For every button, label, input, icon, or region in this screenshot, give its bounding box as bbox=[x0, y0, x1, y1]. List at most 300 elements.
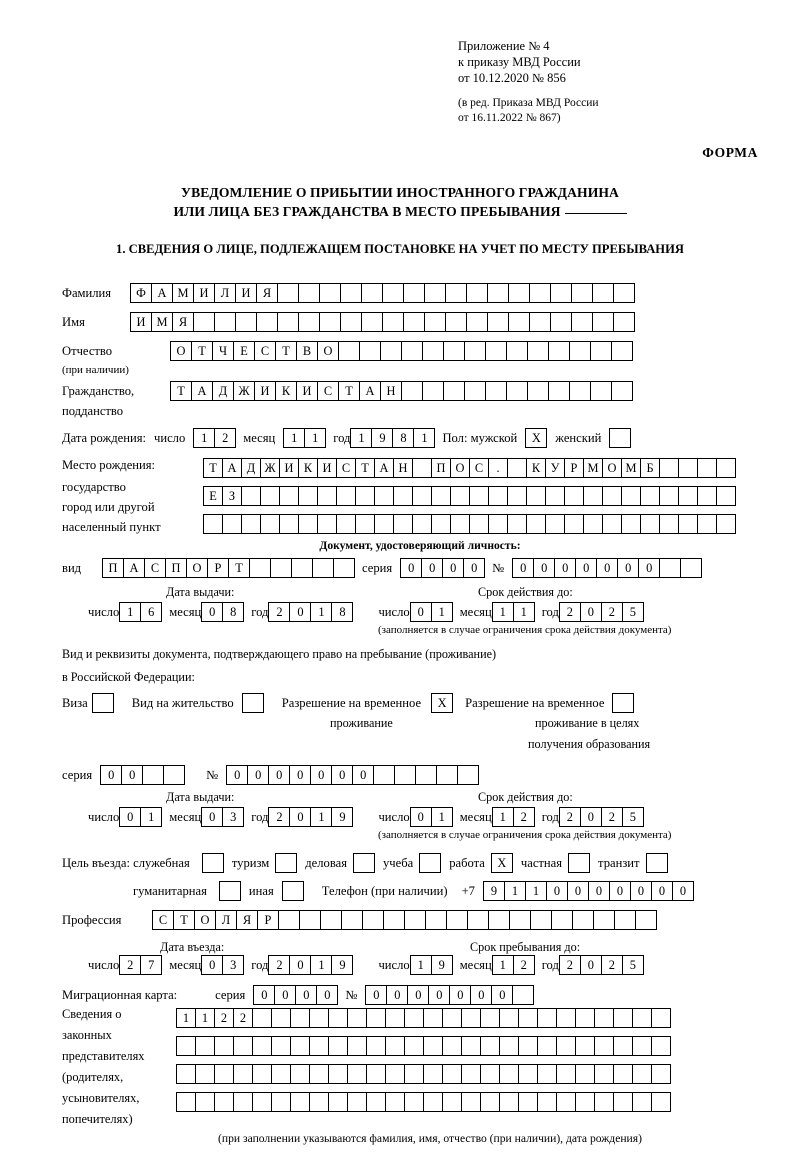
char-cell[interactable] bbox=[716, 514, 736, 534]
char-cell[interactable]: 7 bbox=[140, 955, 162, 975]
char-cell[interactable] bbox=[548, 381, 570, 401]
char-cell[interactable]: Ж bbox=[233, 381, 255, 401]
char-cell[interactable]: 0 bbox=[428, 985, 450, 1005]
char-cell[interactable]: 9 bbox=[371, 428, 393, 448]
char-cell[interactable] bbox=[271, 1092, 291, 1112]
char-cell[interactable]: 2 bbox=[601, 602, 623, 622]
char-cell[interactable] bbox=[271, 1064, 291, 1084]
char-cell[interactable] bbox=[508, 283, 530, 303]
birth-place-input-1[interactable] bbox=[203, 458, 735, 478]
char-cell[interactable] bbox=[374, 514, 394, 534]
char-cell[interactable]: Д bbox=[241, 458, 261, 478]
stay-month-input[interactable] bbox=[492, 955, 534, 975]
sex-female-checkbox[interactable] bbox=[609, 428, 631, 448]
char-cell[interactable]: 0 bbox=[630, 881, 652, 901]
char-cell[interactable] bbox=[328, 1064, 348, 1084]
char-cell[interactable] bbox=[632, 1036, 652, 1056]
char-cell[interactable] bbox=[347, 1008, 367, 1028]
char-cell[interactable] bbox=[527, 381, 549, 401]
char-cell[interactable]: А bbox=[151, 283, 173, 303]
char-cell[interactable]: 2 bbox=[233, 1008, 253, 1028]
purpose-humanitarian-checkbox[interactable] bbox=[219, 881, 241, 901]
char-cell[interactable]: О bbox=[450, 458, 470, 478]
char-cell[interactable] bbox=[613, 1064, 633, 1084]
char-cell[interactable] bbox=[393, 514, 413, 534]
char-cell[interactable]: 0 bbox=[546, 881, 568, 901]
char-cell[interactable]: 0 bbox=[449, 985, 471, 1005]
char-cell[interactable]: 0 bbox=[201, 602, 223, 622]
char-cell[interactable]: Я bbox=[236, 910, 258, 930]
char-cell[interactable] bbox=[290, 1008, 310, 1028]
char-cell[interactable] bbox=[512, 985, 534, 1005]
stay-valid-year-input[interactable] bbox=[559, 807, 643, 827]
stay-doc-number-input[interactable] bbox=[226, 765, 478, 785]
char-cell[interactable]: О bbox=[317, 341, 339, 361]
char-cell[interactable] bbox=[651, 1008, 671, 1028]
char-cell[interactable] bbox=[404, 1064, 424, 1084]
char-cell[interactable] bbox=[195, 1036, 215, 1056]
char-cell[interactable] bbox=[359, 341, 381, 361]
birth-year-input[interactable] bbox=[350, 428, 434, 448]
patronymic-input[interactable] bbox=[170, 341, 632, 361]
char-cell[interactable] bbox=[659, 558, 681, 578]
char-cell[interactable] bbox=[214, 1092, 234, 1112]
char-cell[interactable]: 0 bbox=[407, 985, 429, 1005]
char-cell[interactable] bbox=[613, 1092, 633, 1112]
char-cell[interactable]: Т bbox=[338, 381, 360, 401]
char-cell[interactable]: И bbox=[193, 283, 215, 303]
char-cell[interactable] bbox=[271, 1008, 291, 1028]
char-cell[interactable] bbox=[518, 1036, 538, 1056]
char-cell[interactable]: 0 bbox=[100, 765, 122, 785]
char-cell[interactable]: 1 bbox=[119, 602, 141, 622]
char-cell[interactable] bbox=[249, 558, 271, 578]
char-cell[interactable] bbox=[404, 1008, 424, 1028]
char-cell[interactable] bbox=[450, 486, 470, 506]
char-cell[interactable]: Ж bbox=[260, 458, 280, 478]
char-cell[interactable]: 1 bbox=[410, 955, 432, 975]
char-cell[interactable] bbox=[507, 514, 527, 534]
char-cell[interactable]: 2 bbox=[559, 955, 581, 975]
char-cell[interactable]: З bbox=[222, 486, 242, 506]
char-cell[interactable]: 0 bbox=[386, 985, 408, 1005]
char-cell[interactable]: 0 bbox=[580, 602, 602, 622]
char-cell[interactable] bbox=[142, 765, 164, 785]
char-cell[interactable] bbox=[277, 283, 299, 303]
char-cell[interactable]: М bbox=[621, 458, 641, 478]
char-cell[interactable] bbox=[464, 381, 486, 401]
char-cell[interactable] bbox=[163, 765, 185, 785]
char-cell[interactable]: 0 bbox=[352, 765, 374, 785]
char-cell[interactable] bbox=[362, 910, 384, 930]
char-cell[interactable]: Ч bbox=[212, 341, 234, 361]
char-cell[interactable]: Т bbox=[191, 341, 213, 361]
purpose-other-checkbox[interactable] bbox=[282, 881, 304, 901]
char-cell[interactable]: 0 bbox=[310, 765, 332, 785]
char-cell[interactable]: Р bbox=[564, 458, 584, 478]
char-cell[interactable] bbox=[423, 1092, 443, 1112]
char-cell[interactable] bbox=[590, 341, 612, 361]
char-cell[interactable]: О bbox=[194, 910, 216, 930]
char-cell[interactable]: 2 bbox=[559, 807, 581, 827]
char-cell[interactable] bbox=[328, 1092, 348, 1112]
identity-doc-series-input[interactable] bbox=[400, 558, 484, 578]
char-cell[interactable]: 2 bbox=[268, 955, 290, 975]
char-cell[interactable]: 1 bbox=[310, 602, 332, 622]
char-cell[interactable] bbox=[545, 486, 565, 506]
char-cell[interactable] bbox=[621, 514, 641, 534]
reps-input-3[interactable] bbox=[176, 1064, 670, 1084]
identity-valid-year-input[interactable] bbox=[559, 602, 643, 622]
char-cell[interactable] bbox=[290, 1092, 310, 1112]
char-cell[interactable]: 3 bbox=[222, 955, 244, 975]
char-cell[interactable]: С bbox=[317, 381, 339, 401]
char-cell[interactable] bbox=[602, 486, 622, 506]
char-cell[interactable]: 1 bbox=[431, 807, 453, 827]
char-cell[interactable] bbox=[480, 1064, 500, 1084]
char-cell[interactable]: 0 bbox=[580, 807, 602, 827]
char-cell[interactable]: 1 bbox=[413, 428, 435, 448]
char-cell[interactable]: М bbox=[583, 458, 603, 478]
char-cell[interactable] bbox=[518, 1092, 538, 1112]
char-cell[interactable]: 0 bbox=[588, 881, 610, 901]
char-cell[interactable] bbox=[466, 312, 488, 332]
char-cell[interactable]: 0 bbox=[121, 765, 143, 785]
char-cell[interactable]: 1 bbox=[525, 881, 547, 901]
char-cell[interactable]: 0 bbox=[253, 985, 275, 1005]
char-cell[interactable]: 1 bbox=[140, 807, 162, 827]
char-cell[interactable] bbox=[270, 558, 292, 578]
char-cell[interactable]: 1 bbox=[176, 1008, 196, 1028]
char-cell[interactable] bbox=[347, 1064, 367, 1084]
char-cell[interactable] bbox=[347, 1092, 367, 1112]
char-cell[interactable] bbox=[461, 1092, 481, 1112]
char-cell[interactable] bbox=[526, 514, 546, 534]
char-cell[interactable]: 0 bbox=[331, 765, 353, 785]
char-cell[interactable]: . bbox=[488, 458, 508, 478]
char-cell[interactable] bbox=[423, 1008, 443, 1028]
char-cell[interactable] bbox=[412, 458, 432, 478]
char-cell[interactable] bbox=[291, 558, 313, 578]
char-cell[interactable]: 8 bbox=[392, 428, 414, 448]
char-cell[interactable] bbox=[404, 1092, 424, 1112]
residence-permit-checkbox[interactable] bbox=[242, 693, 264, 713]
char-cell[interactable] bbox=[341, 910, 363, 930]
char-cell[interactable]: 0 bbox=[651, 881, 673, 901]
char-cell[interactable] bbox=[382, 312, 404, 332]
char-cell[interactable] bbox=[366, 1064, 386, 1084]
char-cell[interactable]: Т bbox=[228, 558, 250, 578]
char-cell[interactable]: 0 bbox=[400, 558, 422, 578]
char-cell[interactable] bbox=[404, 910, 426, 930]
char-cell[interactable] bbox=[298, 283, 320, 303]
char-cell[interactable]: 1 bbox=[350, 428, 372, 448]
char-cell[interactable]: 0 bbox=[672, 881, 694, 901]
char-cell[interactable]: Т bbox=[355, 458, 375, 478]
char-cell[interactable] bbox=[611, 381, 633, 401]
char-cell[interactable]: Л bbox=[215, 910, 237, 930]
char-cell[interactable]: 0 bbox=[410, 602, 432, 622]
char-cell[interactable] bbox=[385, 1064, 405, 1084]
char-cell[interactable] bbox=[385, 1036, 405, 1056]
char-cell[interactable]: 0 bbox=[617, 558, 639, 578]
char-cell[interactable]: П bbox=[431, 458, 451, 478]
char-cell[interactable]: 1 bbox=[513, 602, 535, 622]
char-cell[interactable]: И bbox=[317, 458, 337, 478]
char-cell[interactable] bbox=[564, 514, 584, 534]
char-cell[interactable]: Б bbox=[640, 458, 660, 478]
char-cell[interactable] bbox=[457, 765, 479, 785]
identity-doc-number-input[interactable] bbox=[512, 558, 701, 578]
char-cell[interactable] bbox=[450, 514, 470, 534]
char-cell[interactable] bbox=[575, 1008, 595, 1028]
stay-issue-year-input[interactable] bbox=[268, 807, 352, 827]
char-cell[interactable]: 0 bbox=[609, 881, 631, 901]
char-cell[interactable] bbox=[271, 1036, 291, 1056]
char-cell[interactable]: 0 bbox=[554, 558, 576, 578]
char-cell[interactable] bbox=[298, 514, 318, 534]
char-cell[interactable]: П bbox=[102, 558, 124, 578]
char-cell[interactable] bbox=[422, 381, 444, 401]
char-cell[interactable]: 0 bbox=[638, 558, 660, 578]
char-cell[interactable] bbox=[424, 283, 446, 303]
char-cell[interactable]: С bbox=[469, 458, 489, 478]
char-cell[interactable] bbox=[488, 910, 510, 930]
stay-issue-month-input[interactable] bbox=[201, 807, 243, 827]
char-cell[interactable]: 0 bbox=[289, 765, 311, 785]
migration-number-input[interactable] bbox=[365, 985, 533, 1005]
char-cell[interactable] bbox=[383, 910, 405, 930]
char-cell[interactable] bbox=[298, 312, 320, 332]
char-cell[interactable] bbox=[385, 1008, 405, 1028]
char-cell[interactable] bbox=[556, 1064, 576, 1084]
char-cell[interactable]: М bbox=[172, 283, 194, 303]
char-cell[interactable] bbox=[518, 1064, 538, 1084]
char-cell[interactable]: К bbox=[298, 458, 318, 478]
char-cell[interactable] bbox=[583, 486, 603, 506]
char-cell[interactable] bbox=[632, 1008, 652, 1028]
char-cell[interactable]: 0 bbox=[289, 602, 311, 622]
char-cell[interactable]: 2 bbox=[214, 1008, 234, 1028]
char-cell[interactable] bbox=[366, 1092, 386, 1112]
char-cell[interactable]: И bbox=[296, 381, 318, 401]
name-input[interactable] bbox=[130, 312, 634, 332]
char-cell[interactable]: Н bbox=[380, 381, 402, 401]
char-cell[interactable] bbox=[431, 486, 451, 506]
char-cell[interactable] bbox=[487, 312, 509, 332]
char-cell[interactable]: 0 bbox=[274, 985, 296, 1005]
char-cell[interactable]: Н bbox=[393, 458, 413, 478]
char-cell[interactable] bbox=[480, 1092, 500, 1112]
char-cell[interactable]: 2 bbox=[601, 807, 623, 827]
char-cell[interactable]: 1 bbox=[310, 955, 332, 975]
char-cell[interactable] bbox=[317, 514, 337, 534]
identity-valid-day-input[interactable] bbox=[410, 602, 452, 622]
entry-day-input[interactable] bbox=[119, 955, 161, 975]
char-cell[interactable]: Е bbox=[233, 341, 255, 361]
char-cell[interactable] bbox=[480, 1008, 500, 1028]
char-cell[interactable] bbox=[361, 312, 383, 332]
char-cell[interactable] bbox=[328, 1036, 348, 1056]
char-cell[interactable] bbox=[592, 312, 614, 332]
char-cell[interactable] bbox=[403, 312, 425, 332]
char-cell[interactable] bbox=[499, 1036, 519, 1056]
char-cell[interactable]: 0 bbox=[580, 955, 602, 975]
char-cell[interactable] bbox=[480, 1036, 500, 1056]
char-cell[interactable] bbox=[678, 514, 698, 534]
char-cell[interactable]: Т bbox=[173, 910, 195, 930]
char-cell[interactable] bbox=[487, 283, 509, 303]
char-cell[interactable]: О bbox=[186, 558, 208, 578]
char-cell[interactable] bbox=[461, 1064, 481, 1084]
char-cell[interactable]: 1 bbox=[492, 807, 514, 827]
char-cell[interactable]: 0 bbox=[247, 765, 269, 785]
char-cell[interactable]: 0 bbox=[533, 558, 555, 578]
char-cell[interactable] bbox=[556, 1092, 576, 1112]
identity-doc-type-input[interactable] bbox=[102, 558, 354, 578]
char-cell[interactable] bbox=[176, 1092, 196, 1112]
entry-year-input[interactable] bbox=[268, 955, 352, 975]
char-cell[interactable] bbox=[241, 514, 261, 534]
char-cell[interactable] bbox=[442, 1064, 462, 1084]
char-cell[interactable] bbox=[469, 486, 489, 506]
char-cell[interactable]: 0 bbox=[491, 985, 513, 1005]
char-cell[interactable]: О bbox=[170, 341, 192, 361]
char-cell[interactable]: 0 bbox=[268, 765, 290, 785]
char-cell[interactable] bbox=[632, 1064, 652, 1084]
char-cell[interactable] bbox=[412, 514, 432, 534]
char-cell[interactable] bbox=[556, 1008, 576, 1028]
char-cell[interactable] bbox=[336, 514, 356, 534]
char-cell[interactable] bbox=[374, 486, 394, 506]
phone-input[interactable] bbox=[483, 881, 693, 901]
char-cell[interactable] bbox=[506, 381, 528, 401]
char-cell[interactable] bbox=[309, 1092, 329, 1112]
char-cell[interactable] bbox=[442, 1092, 462, 1112]
profession-input[interactable] bbox=[152, 910, 656, 930]
purpose-service-checkbox[interactable] bbox=[202, 853, 224, 873]
char-cell[interactable] bbox=[176, 1036, 196, 1056]
char-cell[interactable]: О bbox=[602, 458, 622, 478]
char-cell[interactable] bbox=[640, 514, 660, 534]
char-cell[interactable] bbox=[443, 341, 465, 361]
char-cell[interactable] bbox=[442, 1008, 462, 1028]
char-cell[interactable] bbox=[340, 312, 362, 332]
char-cell[interactable] bbox=[436, 765, 458, 785]
char-cell[interactable]: 0 bbox=[470, 985, 492, 1005]
char-cell[interactable]: И bbox=[235, 283, 257, 303]
char-cell[interactable]: Е bbox=[203, 486, 223, 506]
char-cell[interactable] bbox=[403, 283, 425, 303]
char-cell[interactable] bbox=[507, 486, 527, 506]
char-cell[interactable] bbox=[385, 1092, 405, 1112]
char-cell[interactable]: 1 bbox=[193, 428, 215, 448]
char-cell[interactable] bbox=[309, 1064, 329, 1084]
char-cell[interactable] bbox=[548, 341, 570, 361]
char-cell[interactable]: 2 bbox=[601, 955, 623, 975]
char-cell[interactable] bbox=[527, 341, 549, 361]
purpose-transit-checkbox[interactable] bbox=[646, 853, 668, 873]
char-cell[interactable]: 2 bbox=[268, 602, 290, 622]
char-cell[interactable] bbox=[678, 486, 698, 506]
char-cell[interactable]: М bbox=[151, 312, 173, 332]
char-cell[interactable]: 5 bbox=[622, 602, 644, 622]
reps-input-2[interactable] bbox=[176, 1036, 670, 1056]
char-cell[interactable] bbox=[422, 341, 444, 361]
char-cell[interactable] bbox=[195, 1064, 215, 1084]
char-cell[interactable] bbox=[443, 381, 465, 401]
visa-checkbox[interactable] bbox=[92, 693, 114, 713]
char-cell[interactable] bbox=[537, 1064, 557, 1084]
char-cell[interactable] bbox=[716, 458, 736, 478]
char-cell[interactable] bbox=[564, 486, 584, 506]
char-cell[interactable]: А bbox=[123, 558, 145, 578]
char-cell[interactable]: 0 bbox=[567, 881, 589, 901]
char-cell[interactable] bbox=[571, 283, 593, 303]
char-cell[interactable] bbox=[613, 1008, 633, 1028]
char-cell[interactable]: Я bbox=[256, 283, 278, 303]
char-cell[interactable]: Ф bbox=[130, 283, 152, 303]
purpose-private-checkbox[interactable] bbox=[568, 853, 590, 873]
char-cell[interactable] bbox=[602, 514, 622, 534]
char-cell[interactable]: 0 bbox=[365, 985, 387, 1005]
char-cell[interactable] bbox=[338, 341, 360, 361]
char-cell[interactable]: С bbox=[144, 558, 166, 578]
char-cell[interactable]: 0 bbox=[463, 558, 485, 578]
char-cell[interactable]: Т bbox=[275, 341, 297, 361]
char-cell[interactable]: 0 bbox=[575, 558, 597, 578]
char-cell[interactable] bbox=[394, 765, 416, 785]
char-cell[interactable] bbox=[214, 312, 236, 332]
char-cell[interactable] bbox=[467, 910, 489, 930]
char-cell[interactable]: 0 bbox=[119, 807, 141, 827]
char-cell[interactable]: 8 bbox=[222, 602, 244, 622]
char-cell[interactable] bbox=[260, 486, 280, 506]
char-cell[interactable] bbox=[279, 514, 299, 534]
char-cell[interactable] bbox=[298, 486, 318, 506]
char-cell[interactable]: В bbox=[296, 341, 318, 361]
birth-place-input-2[interactable] bbox=[203, 486, 735, 506]
char-cell[interactable]: 1 bbox=[431, 602, 453, 622]
char-cell[interactable] bbox=[252, 1092, 272, 1112]
char-cell[interactable]: 1 bbox=[504, 881, 526, 901]
char-cell[interactable] bbox=[551, 910, 573, 930]
char-cell[interactable] bbox=[222, 514, 242, 534]
char-cell[interactable]: 1 bbox=[304, 428, 326, 448]
stay-valid-day-input[interactable] bbox=[410, 807, 452, 827]
char-cell[interactable]: К bbox=[526, 458, 546, 478]
char-cell[interactable] bbox=[445, 283, 467, 303]
char-cell[interactable] bbox=[233, 1092, 253, 1112]
char-cell[interactable] bbox=[537, 1036, 557, 1056]
char-cell[interactable] bbox=[361, 283, 383, 303]
char-cell[interactable] bbox=[299, 910, 321, 930]
char-cell[interactable] bbox=[499, 1008, 519, 1028]
char-cell[interactable] bbox=[214, 1064, 234, 1084]
identity-issue-day-input[interactable] bbox=[119, 602, 161, 622]
surname-input[interactable] bbox=[130, 283, 634, 303]
birth-day-input[interactable] bbox=[193, 428, 235, 448]
char-cell[interactable] bbox=[333, 558, 355, 578]
char-cell[interactable] bbox=[659, 486, 679, 506]
char-cell[interactable]: 2 bbox=[513, 807, 535, 827]
char-cell[interactable] bbox=[290, 1064, 310, 1084]
char-cell[interactable] bbox=[613, 312, 635, 332]
char-cell[interactable] bbox=[469, 514, 489, 534]
char-cell[interactable] bbox=[678, 458, 698, 478]
char-cell[interactable]: С bbox=[152, 910, 174, 930]
stay-issue-day-input[interactable] bbox=[119, 807, 161, 827]
